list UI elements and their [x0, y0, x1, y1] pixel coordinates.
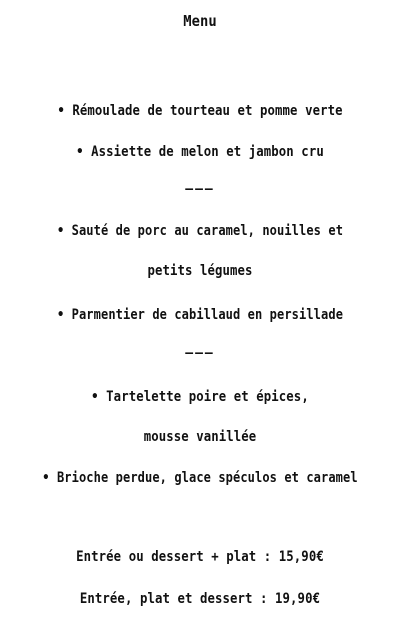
menu-item-starter-2: • Assiette de melon et jambon cru [76, 144, 324, 160]
section-divider: ——— [185, 182, 215, 197]
menu-item-dessert-1-line-1: • Tartelette poire et épices, [91, 389, 309, 405]
menu-item-main-1-line-2: petits légumes [147, 263, 253, 279]
menu-item-dessert-1-line-2: mousse vanillée [143, 429, 257, 445]
menu-item-main-1-line-1: • Sauté de porc au caramel, nouilles et [56, 223, 344, 239]
menu-title: Menu [183, 12, 217, 30]
menu-item-dessert-2: • Brioche perdue, glace spéculos et caramel [42, 470, 358, 486]
section-divider: ——— [185, 346, 215, 361]
menu-item-main-2: • Parmentier de cabillaud en persillade [56, 307, 344, 323]
price-option-2: Entrée, plat et dessert : 19,90€ [79, 591, 321, 607]
menu-item-starter-1: • Rémoulade de tourteau et pomme verte [57, 103, 343, 119]
price-option-1: Entrée ou dessert + plat : 15,90€ [76, 549, 324, 565]
